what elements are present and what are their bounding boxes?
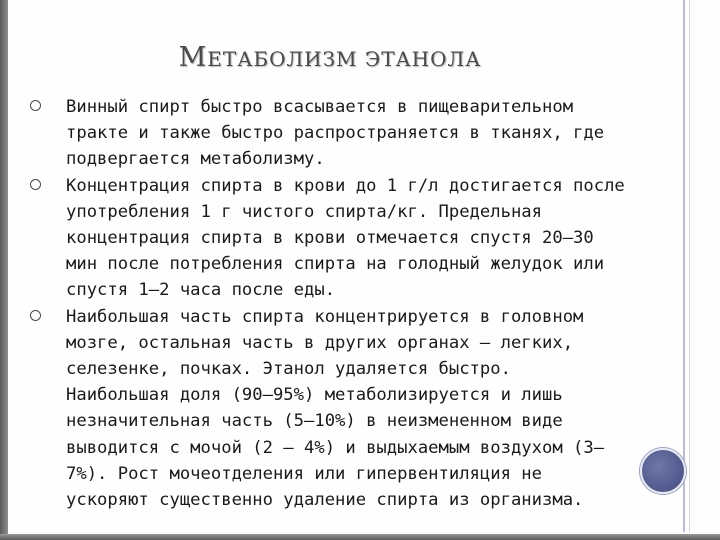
bullet-1-line-3: подвергается метаболизму. — [66, 149, 325, 170]
bullet-3-line-4: Наибольшая доля (90—95%) метаболизируется и лишь — [66, 385, 563, 406]
bullet-circle-icon — [30, 179, 41, 190]
bullet-list — [30, 94, 680, 513]
bullet-2-line-1: Концентрация спирта в крови до 1 г/л достигается после — [66, 175, 625, 196]
bullet-item-3 — [30, 304, 680, 514]
bullet-circle-icon — [30, 310, 41, 321]
slide-title-rest: ЕТАБОЛИЗМ ЭТАНОЛА — [207, 47, 482, 71]
decorative-circle-icon — [640, 448, 686, 494]
bullet-2-line-2: употребления 1 г чистого спирта/кг. Предельная — [66, 201, 542, 222]
bullet-item-1 — [30, 94, 680, 173]
bullet-3-line-1: Наибольшая часть спирта концентрируется в головном — [66, 306, 584, 327]
bullet-3-line-3: селезенке, почках. Этанол удаляется быстро. — [66, 359, 511, 380]
slide-title-initial: М — [178, 42, 208, 73]
slide-frame-right-line-inner — [689, 0, 690, 532]
bullet-3-line-7: 7%). Рост мочеотделения или гипервентиляция не — [66, 463, 542, 484]
slide-frame-right-line — [683, 0, 685, 532]
bullet-3-line-5: незначительная часть (5—10%) в неизмененном виде — [66, 411, 563, 432]
bullet-3-line-2: мозге, остальная часть в других органах — легких, — [66, 332, 574, 353]
bullet-2-line-5: спустя 1—2 часа после еды. — [66, 280, 336, 301]
bullet-1-line-1: Винный спирт быстро всасывается в пищеварительном — [66, 97, 574, 117]
bullet-2-line-4: мин после потребления спирта на голодный желудок или — [66, 254, 605, 275]
bullet-item-2 — [30, 173, 680, 304]
slide-frame-left — [0, 0, 8, 540]
bullet-3-line-8: ускоряют существенно удаление спирта из организма. — [66, 490, 584, 511]
slide-title — [0, 42, 660, 73]
bullet-1-line-2: тракте и также быстро распространяется в тканях, где — [66, 123, 605, 144]
bullet-2-line-3: концентрация спирта в крови отмечается спустя 20—30 — [66, 228, 594, 249]
bullet-3-line-6: выводится с мочой (2 – 4%) и выдыхаемым воздухом (3— — [66, 437, 605, 458]
slide-frame-bottom — [0, 534, 720, 540]
bullet-circle-icon — [30, 100, 41, 111]
